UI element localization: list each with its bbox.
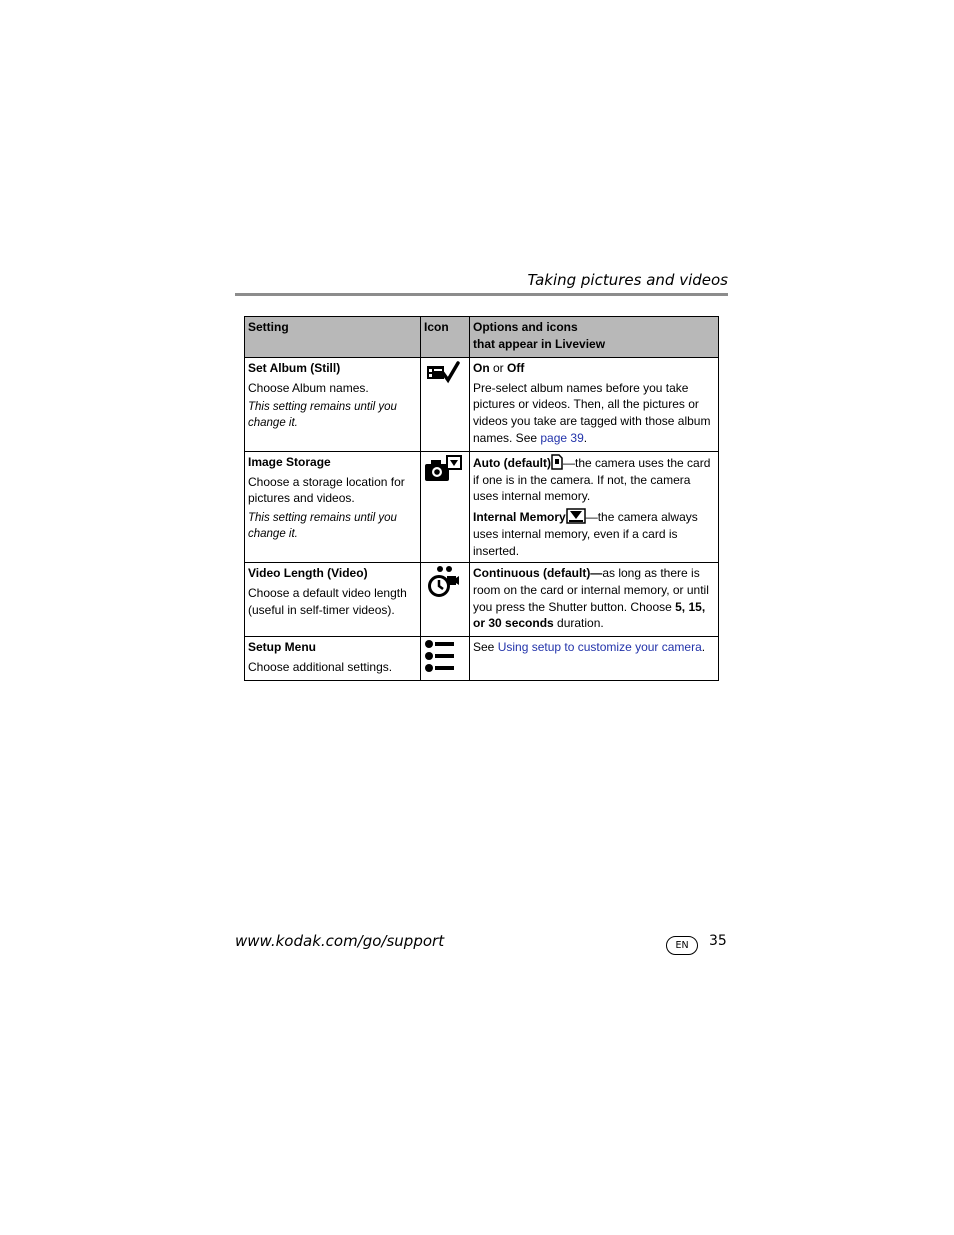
icon-cell <box>421 358 470 452</box>
setting-description: Choose additional settings. <box>248 659 393 674</box>
internal-label: Internal Memory <box>473 510 566 525</box>
language-badge: EN <box>666 936 698 955</box>
header-rule <box>235 293 728 296</box>
icon-cell <box>421 452 470 563</box>
header-options-line1: Options and icons <box>473 320 578 334</box>
auto-label: Auto (default) <box>473 456 551 470</box>
table-row <box>245 358 719 452</box>
auto-option <box>473 454 715 505</box>
setting-cell <box>245 452 421 563</box>
setting-cell <box>245 637 421 681</box>
running-title: Taking pictures and videos <box>527 271 728 289</box>
duration-choices: 5, 15, or 30 seconds <box>473 599 706 631</box>
table-row <box>245 637 719 681</box>
header-icon: Icon <box>421 317 470 358</box>
settings-table <box>244 316 719 681</box>
setting-name: Image Storage <box>248 455 331 469</box>
table-header-row <box>245 317 719 358</box>
auto-dash: — <box>562 456 575 470</box>
internal-text: the camera always uses internal memory, even if a card is inserted. <box>473 510 698 558</box>
option-body: Pre-select album names before you take pictures or videos. Then, all the pictures or videos you take are tagged with those album names. See <box>473 380 711 445</box>
setting-note: This setting remains until you change it. <box>248 401 397 430</box>
internal-dash: — <box>585 510 598 525</box>
setting-name: Set Album (Still) <box>248 361 341 375</box>
on-off-line <box>473 360 715 377</box>
setting-cell <box>245 563 421 637</box>
setting-name: Setup Menu <box>248 640 316 655</box>
header-setting: Setting <box>245 317 421 358</box>
setting-cell <box>245 358 421 452</box>
header-options-line2: that appear in Liveview <box>473 336 606 351</box>
continuous-text: as long as there is room on the card or internal memory, or until you press the Shutter button. Choose <box>473 566 709 614</box>
option-text <box>473 380 715 447</box>
auto-text: the camera uses the card if one is in the camera. If not, the camera uses internal memory. <box>473 456 711 504</box>
options-cell <box>470 452 719 563</box>
see-line <box>473 639 715 656</box>
continuous-end: duration. <box>553 616 604 631</box>
options-cell <box>470 358 719 452</box>
page-39-link[interactable]: page 39 <box>540 430 584 445</box>
see-text: See <box>473 640 498 655</box>
header-options <box>470 317 719 358</box>
icon-cell <box>421 637 470 681</box>
setting-description: Choose a default video length (useful in self-timer videos). <box>248 585 407 617</box>
camera-storage-icon <box>424 454 464 484</box>
table-row <box>245 452 719 563</box>
icon-cell <box>421 563 470 637</box>
setup-menu-icon <box>424 639 456 673</box>
continuous-label: Continuous (default)— <box>473 566 603 581</box>
setting-name: Video Length (Video) <box>248 566 368 581</box>
table-row <box>245 563 719 637</box>
internal-memory-icon <box>566 508 586 524</box>
continuous-option <box>473 565 715 632</box>
see-end: . <box>701 640 706 655</box>
card-icon <box>551 454 563 470</box>
options-cell <box>470 563 719 637</box>
support-url[interactable]: www.kodak.com/go/support <box>235 932 445 950</box>
setup-link[interactable]: Using setup to customize your camera <box>497 640 702 655</box>
video-timer-icon <box>424 565 460 599</box>
setting-description: Choose Album names. <box>248 380 369 395</box>
off-option: Off <box>507 361 525 375</box>
setting-note: This setting remains until you change it. <box>248 512 397 541</box>
setting-description: Choose a storage location for pictures and videos. <box>248 474 405 506</box>
page-number: 35 <box>709 933 727 949</box>
set-album-icon <box>424 360 460 386</box>
on-option: On <box>473 361 490 375</box>
options-cell <box>470 637 719 681</box>
or-text: or <box>489 361 508 375</box>
option-end: . <box>583 430 588 445</box>
internal-option <box>473 508 715 559</box>
